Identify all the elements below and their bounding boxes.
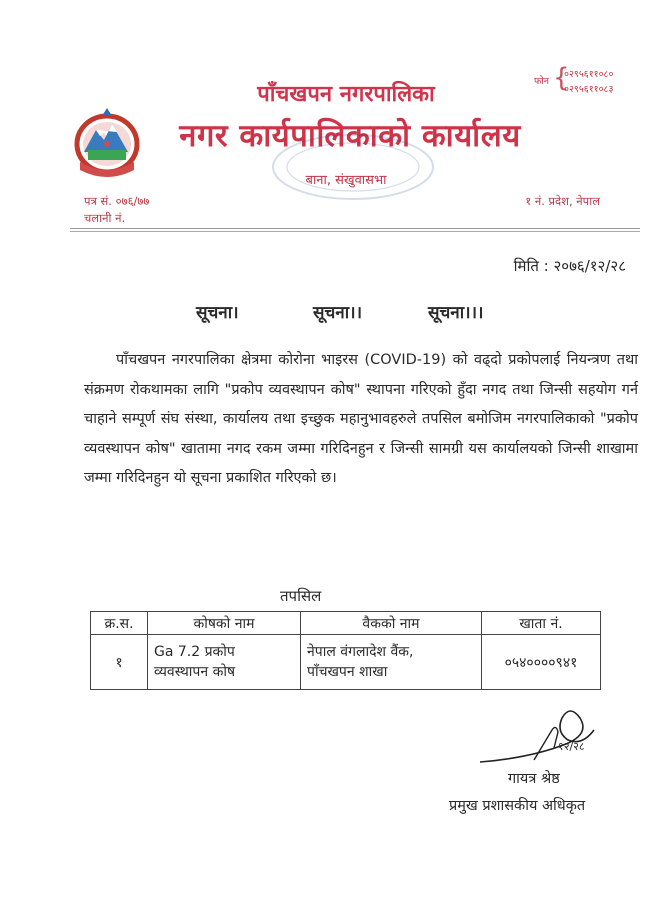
cell-fund-line-2: व्यवस्थापन कोष — [154, 664, 236, 680]
cell-bank-line-1: नेपाल वंगलादेश वैंक, — [307, 644, 414, 660]
notice-heading-1: सूचना। — [196, 303, 239, 323]
table-row — [91, 635, 601, 690]
municipality-name: पाँचखपन नगरपालिका — [257, 82, 435, 107]
phone-block — [534, 64, 644, 98]
cell-fund — [148, 635, 301, 690]
signature-icon — [470, 700, 620, 770]
province-address: १ नं. प्रदेश, नेपाल — [525, 194, 600, 208]
cell-bank — [301, 635, 482, 690]
office-seal-icon — [268, 132, 438, 202]
notice-heading-2: सूचना।। — [313, 303, 363, 323]
header-divider — [70, 228, 640, 232]
schedule-title: तपसिल — [280, 587, 322, 605]
cell-sn: १ — [91, 635, 148, 690]
signatory-name: गायत्र श्रेष्ठ — [508, 771, 560, 787]
col-header-account: खाता नं. — [482, 612, 601, 635]
col-header-bank: वैकको नाम — [301, 612, 482, 635]
notice-date: मिति : २०७६/१२/२८ — [513, 257, 626, 275]
cell-fund-line-1: Ga 7.2 प्रकोप — [154, 644, 235, 660]
office-location: बाना, संखुवासभा — [305, 173, 387, 188]
notice-body — [84, 346, 638, 494]
cell-bank-line-2: पाँचखपन शाखा — [307, 664, 388, 680]
col-header-sn: क्र.स. — [91, 612, 148, 635]
schedule-table — [90, 611, 601, 690]
phone-number-1: ०२९५६११०८० — [564, 69, 614, 80]
notice-paragraph: पाँचखपन नगरपालिका क्षेत्रमा कोरोना भाइरस (COVID-19) को वढ्दो प्रकोपलाई नियन्त्रण तथा संक्रमण रोकथामका लागि "प्रकोप व्यवस्थापन कोष" स्थापना गरिएको हुँदा नगद तथा जिन्सी सहयोग गर्न चाहाने सम्पूर्ण संघ संस्था, कार्यालय तथा इच्छुक महानुभावहरुले तपसिल बमोजिम नगरपालिकाको "प्रकोप व्यवस्थापन कोष" खातामा नगद रकम जम्मा गरिदिनहुन र जिन्सी सामग्री यस कार्यालयको जिन्सी शाखामा जम्मा गरिदिनहुन यो सूचना प्रकाशित गरिएको छ। — [84, 352, 638, 486]
signatory-title: प्रमुख प्रशासकीय अधिकृत — [449, 798, 586, 814]
letter-number: पत्र सं. ०७६/७७ — [84, 194, 150, 208]
notice-heading-3: सूचना।।। — [428, 303, 484, 323]
table-header-row — [91, 612, 601, 635]
col-header-fund: कोषको नाम — [148, 612, 301, 635]
dispatch-number: चलानी नं. — [84, 211, 126, 225]
nepal-emblem-icon — [62, 100, 152, 180]
brace-icon: { — [553, 63, 570, 93]
cell-account: ०५४००००९४१ — [482, 635, 601, 690]
signature-date-scrawl: १२/२८ — [558, 740, 585, 753]
office-name: नगर कार्यपालिकाको कार्यालय — [179, 118, 521, 154]
phone-number-2: ०२९५६११०८३ — [564, 84, 614, 95]
phone-label: फोन — [534, 76, 550, 87]
